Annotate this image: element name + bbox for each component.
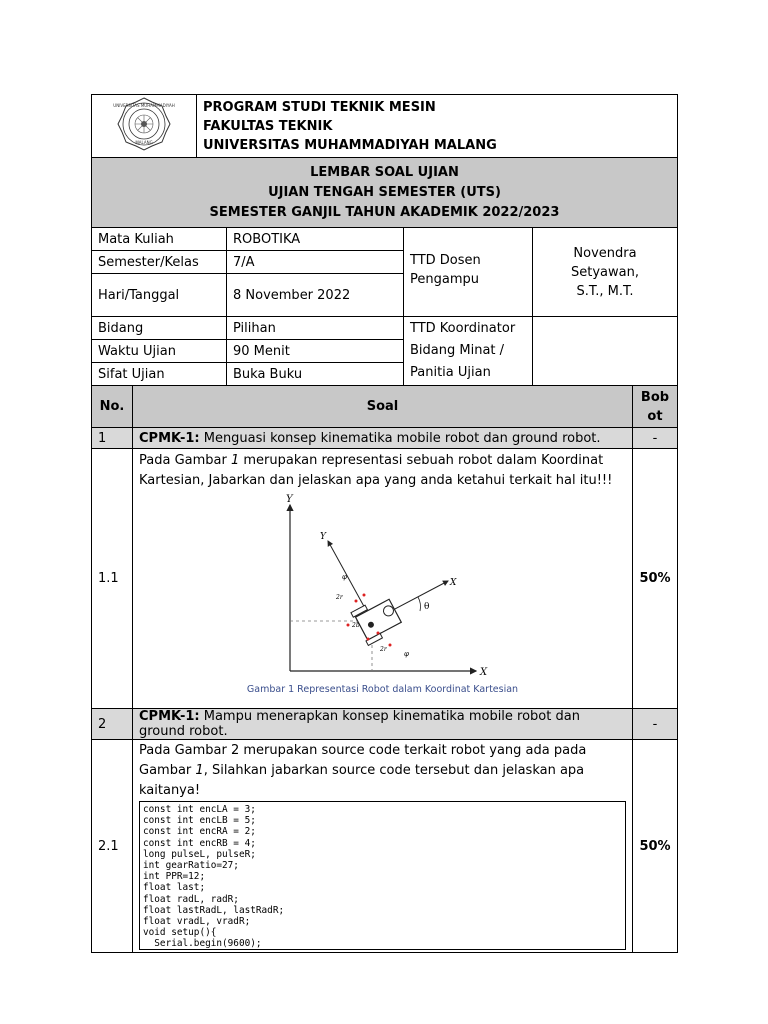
exam-sheet — [91, 94, 678, 953]
value-sifat: Buka Buku — [227, 363, 404, 386]
q21-text: Pada Gambar 2 merupakan source code terkait robot yang ada pada Gambar 1, Silahkan jabarkan source code tersebut dan jelaskan apa kaitanya! — [139, 743, 587, 798]
q11-content — [133, 449, 633, 709]
koordinator-signature — [533, 317, 678, 386]
section-1-title — [133, 428, 633, 449]
institution-name — [197, 95, 678, 158]
label-hari: Hari/Tanggal — [92, 274, 227, 317]
fig-label-xr: X — [449, 578, 456, 588]
fig-label-phi1: φ — [341, 573, 347, 581]
university-name: UNIVERSITAS MUHAMMADIYAH MALANG — [203, 137, 497, 153]
dosen-name — [533, 228, 678, 317]
svg-text:UNIVERSITAS MUHAMMADIYAH: UNIVERSITAS MUHAMMADIYAH — [113, 103, 175, 108]
label-sifat: Sifat Ujian — [92, 363, 227, 386]
section-1-no: 1 — [92, 428, 133, 449]
fig-label-r1: 2r — [335, 594, 343, 601]
program-name: PROGRAM STUDI TEKNIK MESIN — [203, 99, 436, 115]
figure-1-caption: Gambar 1 Representasi Robot dalam Koordinat Kartesian — [246, 684, 519, 695]
header-bobot — [633, 386, 678, 428]
label-waktu: Waktu Ujian — [92, 340, 227, 363]
header-soal: Soal — [133, 386, 633, 428]
fig-label-theta: θ — [423, 602, 429, 612]
title-line-3: SEMESTER GANJIL TAHUN AKADEMIK 2022/2023 — [209, 204, 560, 220]
section-2-bobot: - — [633, 709, 678, 740]
source-code-block: const int encLA = 3; const int encLB = 5; const int encRA = 2; const int encRB = 4; long pulseL, pulseR; int gearRatio=27; int PPR=12; float last; float radL, radR; float lastRadL, lastRadR; float vradL, vradR; void setup(){ Serial.begin(9600); — [139, 801, 626, 950]
q11-text: Pada Gambar 1 merupakan representasi sebuah robot dalam Koordinat Kartesian, Jabarkan dan jelaskan apa yang anda ketahui terkait hal itu!!! — [139, 453, 613, 488]
q21-bobot: 50% — [633, 740, 678, 953]
section-2-cpmk: CPMK-1: — [139, 709, 200, 724]
title-line-1: LEMBAR SOAL UJIAN — [310, 164, 459, 180]
fig-label-r2: 2r — [379, 646, 387, 653]
value-waktu: 90 Menit — [227, 340, 404, 363]
value-semester: 7/A — [227, 251, 404, 274]
title-line-2: UJIAN TENGAH SEMESTER (UTS) — [268, 184, 501, 200]
fig-label-yi: Y — [285, 494, 293, 505]
fig-label-yr: Y — [319, 532, 326, 542]
value-mata-kuliah: ROBOTIKA — [227, 228, 404, 251]
robot-coordinate-figure — [268, 493, 498, 678]
section-1-text: Menguasi konsep kinematika mobile robot dan ground robot. — [199, 430, 601, 446]
header-no: No. — [92, 386, 133, 428]
institution-header — [91, 94, 678, 228]
ttd-koordinator-label: TTD Koordinator Bidang Minat / Panitia Ujian — [404, 317, 533, 386]
questions-table — [91, 385, 678, 953]
header-bobot-line-2: ot — [647, 408, 663, 424]
q11-bobot: 50% — [633, 449, 678, 709]
ttd-dosen-label: TTD Dosen Pengampu — [404, 228, 533, 317]
q11-no: 1.1 — [92, 449, 133, 709]
value-hari: 8 November 2022 — [227, 274, 404, 317]
fig-label-xi: X — [479, 667, 487, 678]
label-bidang: Bidang — [92, 317, 227, 340]
header-bobot-line-1: Bob — [640, 389, 670, 405]
fig-label-phi2: φ — [403, 650, 409, 658]
faculty-name: FAKULTAS TEKNIK — [203, 118, 333, 134]
label-mata-kuliah: Mata Kuliah — [92, 228, 227, 251]
university-seal-icon — [92, 95, 197, 153]
section-2-title — [133, 709, 633, 740]
section-2-text: Mampu menerapkan konsep kinematika mobile robot dan ground robot. — [139, 709, 580, 739]
section-1-cpmk: CPMK-1: — [139, 430, 200, 446]
dosen-name-line-2: S.T., M.T. — [576, 283, 634, 299]
svg-text:MALANG: MALANG — [135, 140, 153, 145]
logo-cell — [92, 95, 197, 158]
section-2-no: 2 — [92, 709, 133, 740]
section-1-bobot: - — [633, 428, 678, 449]
label-semester: Semester/Kelas — [92, 251, 227, 274]
exam-info-table — [91, 227, 678, 386]
value-bidang: Pilihan — [227, 317, 404, 340]
q21-content — [133, 740, 633, 953]
dosen-name-line-1: Novendra Setyawan, — [571, 245, 639, 280]
q21-no: 2.1 — [92, 740, 133, 953]
exam-title — [92, 158, 678, 228]
fig-label-d: 2b — [351, 622, 360, 629]
